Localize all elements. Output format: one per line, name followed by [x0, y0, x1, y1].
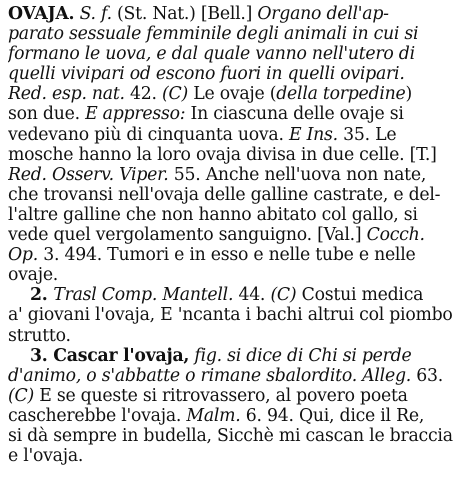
text-segment: 35. Le	[337, 124, 397, 145]
italic-text: quelli vivipari od escono fuori in quelli ovipari.	[8, 64, 405, 85]
italic-text: S. f.	[79, 4, 112, 24]
entry-line-sense-2	[8, 285, 471, 305]
text-segment: 42.	[124, 84, 163, 105]
italic-text: formano le uova, e dal quale vanno nell'utero di	[8, 44, 415, 65]
entry-line	[8, 426, 471, 446]
text-segment: strutto.	[8, 325, 71, 346]
italic-text: E appresso:	[85, 104, 186, 125]
entry-line	[8, 265, 471, 285]
entry-line	[8, 225, 471, 245]
text-segment: 6. 94. Qui, dice il Re,	[240, 405, 425, 426]
bold-text: 2.	[30, 285, 54, 306]
italic-text: (C)	[162, 84, 189, 105]
entry-line	[8, 406, 471, 426]
text-segment: son due.	[8, 104, 86, 125]
text-segment: che trovansi nell'ovaja delle galline castrate, e del-	[8, 184, 441, 205]
text-segment: In ciascuna delle ovaje si	[185, 104, 404, 125]
italic-text: Op.	[8, 245, 38, 266]
text-segment: (St. Nat.) [Bell.]	[111, 4, 258, 24]
dictionary-entry-ovaja	[8, 4, 471, 466]
italic-text: parato sessuale femminile degli animali in cui si	[8, 24, 419, 45]
text-segment: Le ovaje (	[188, 84, 277, 105]
italic-text: Trasl Comp. Mantell.	[53, 285, 234, 306]
text-segment: ovaje.	[8, 265, 59, 286]
bold-text: 3. Cascar l'ovaja,	[30, 345, 190, 366]
text-segment: )	[405, 84, 412, 105]
text-segment: E se queste si ritrovassero, al povero poeta	[33, 385, 408, 406]
entry-line	[8, 44, 471, 64]
entry-line	[8, 64, 471, 84]
italic-text: d'animo, o s'abbatte o rimane sbalordito. Alleg.	[8, 365, 411, 386]
bold-text: OVAJA.	[8, 4, 75, 24]
text-segment: 3. 494. Tumori e in esso e nelle tube e nelle	[37, 245, 416, 266]
entry-line	[8, 205, 471, 225]
entry-line	[8, 145, 471, 165]
entry-line	[8, 4, 471, 24]
text-segment: 63.	[411, 365, 443, 386]
entry-line-sense-3	[8, 346, 471, 366]
entry-line	[8, 245, 471, 265]
entry-line	[8, 84, 471, 104]
italic-text: Red. Osserv. Viper.	[8, 164, 169, 185]
text-segment: cascherebbe l'ovaja.	[8, 405, 187, 426]
text-segment: 55. Anche nell'uova non nate,	[168, 164, 427, 185]
entry-line	[8, 104, 471, 124]
text-segment: mosche hanno la loro ovaja divisa in due celle. [T.]	[8, 144, 437, 165]
italic-text: Red. esp. nat.	[8, 84, 125, 105]
entry-line	[8, 446, 471, 466]
entry-line	[8, 305, 471, 325]
italic-text: Cocch.	[366, 225, 425, 246]
italic-text: Malm.	[186, 405, 241, 426]
text-segment: 44.	[233, 285, 271, 306]
text-segment: Costui medica	[296, 285, 424, 306]
text-segment: si dà sempre in budella, Sicchè mi cascan le braccia	[8, 425, 453, 446]
entry-line	[8, 125, 471, 145]
text-segment: e l'ovaja.	[8, 446, 84, 467]
italic-text: fig. si dice di Chi si perde	[194, 345, 412, 366]
text-segment: vedevano più di cinquanta uova.	[8, 124, 289, 145]
text-segment: l'altre galline che non hanno abitato col gallo, si	[8, 204, 418, 225]
entry-line	[8, 185, 471, 205]
entry-line	[8, 326, 471, 346]
italic-text: della torpedine	[276, 84, 406, 105]
entry-line	[8, 386, 471, 406]
text-segment: vede quel vergolamento sanguigno. [Val.]	[8, 225, 367, 246]
entry-line	[8, 366, 471, 386]
entry-line	[8, 24, 471, 44]
italic-text: (C)	[270, 285, 297, 306]
text-segment: a' giovani l'ovaja, E 'ncanta i bachi altrui col piombo	[8, 305, 453, 326]
italic-text: (C)	[8, 385, 34, 406]
italic-text: E Ins.	[288, 124, 338, 145]
entry-line	[8, 165, 471, 185]
italic-text: Organo dell'ap-	[257, 4, 389, 24]
